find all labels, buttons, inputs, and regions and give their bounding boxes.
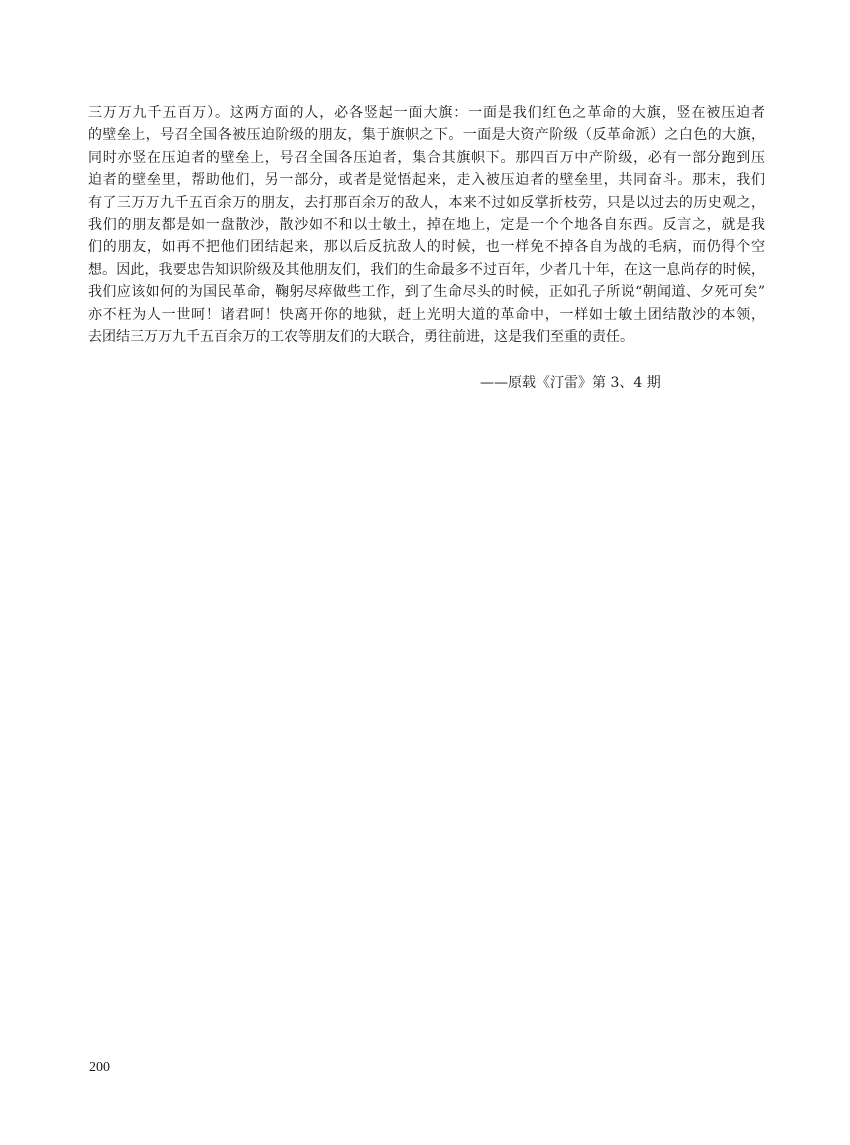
paragraph-line: 的壁垒上，号召全国各被压迫阶级的朋友，集于旗帜之下。一面是大资产阶级（反革命派）之白色的大旗， (88, 127, 765, 144)
page-number: 200 (89, 1060, 110, 1075)
paragraph-line: 我们应该如何的为国民革命，鞠躬尽瘁做些工作，到了生命尽头的时候，正如孔子所说“朝闻道、夕死可矣” (88, 284, 765, 301)
paragraph-line: 迫者的壁垒里，帮助他们，另一部分，或者是觉悟起来，走入被压迫者的壁垒里，共同奋斗。那末，我们 (88, 172, 765, 189)
paragraph-line: 去团结三万万九千五百余万的工农等朋友们的大联合，勇往前进，这是我们至重的责任。 (88, 328, 634, 345)
body-paragraph (88, 102, 765, 348)
paragraph-line: 有了三万万九千五百余万的朋友，去打那百余万的敌人，本来不过如反掌折枝劳，只是以过去的历史观之， (88, 194, 765, 211)
paragraph-line: 三万万九千五百万）。这两方面的人，必各竖起一面大旗：一面是我们红色之革命的大旗，竖在被压迫者 (88, 105, 765, 121)
paragraph-line: 亦不枉为人一世呵！诸君呵！快离开你的地狱，赶上光明大道的革命中，一样如士敏土团结散沙的本领， (88, 306, 765, 323)
paragraph-line: 同时亦竖在压迫者的壁垒上，号召全国各压迫者，集合其旗帜下。那四百万中产阶级，必有一部分跑到压 (88, 149, 765, 166)
source-citation: ——原载《汀雷》第 3、4 期 (480, 375, 661, 391)
paragraph-line: 想。因此，我要忠告知识阶级及其他朋友们，我们的生命最多不过百年，少者几十年，在这一息尚存的时候， (88, 261, 765, 278)
paragraph-line: 们的朋友，如再不把他们团结起来，那以后反抗敌人的时候，也一样免不掉各自为战的毛病，而仍得个空 (88, 239, 765, 256)
paragraph-line: 我们的朋友都是如一盘散沙，散沙如不和以士敏土，掉在地上，定是一个个地各自东西。反言之，就是我 (88, 216, 765, 233)
